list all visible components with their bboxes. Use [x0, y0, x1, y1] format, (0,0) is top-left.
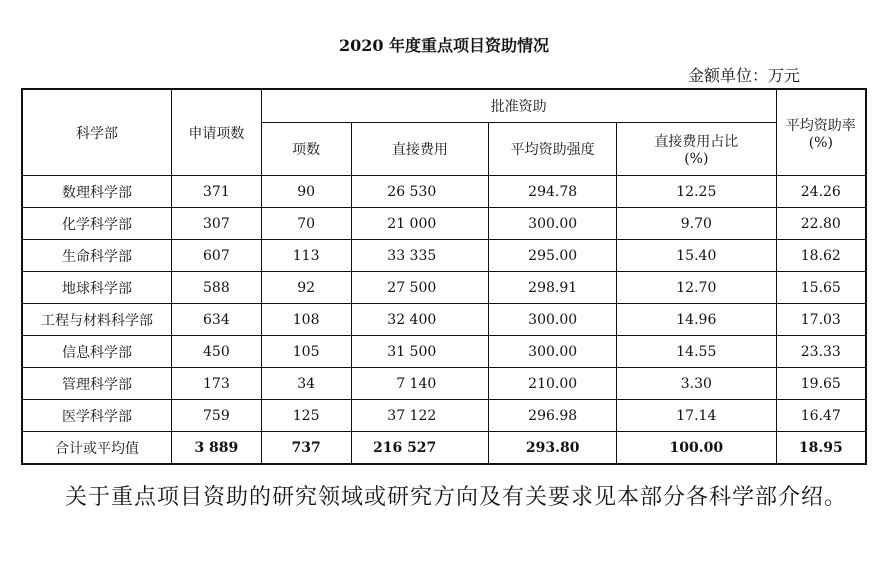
cell-applications: 371: [171, 176, 261, 208]
cell-avg-intensity: 296.98: [489, 400, 617, 432]
cell-direct-cost: 21 000: [351, 208, 489, 240]
cell-department: 信息科学部: [22, 336, 171, 368]
table-row: [22, 208, 866, 240]
cell-avg-rate: 18.62: [776, 240, 866, 272]
total-count: 737: [261, 432, 351, 465]
header-avg-rate: [776, 89, 866, 176]
table-row: [22, 176, 866, 208]
cell-avg-intensity: 298.91: [489, 272, 617, 304]
cell-department: 地球科学部: [22, 272, 171, 304]
cell-direct-ratio: 9.70: [617, 208, 777, 240]
cell-count: 92: [261, 272, 351, 304]
document-title: 2020 年度重点项目资助情况: [338, 36, 550, 55]
total-direct-ratio: 100.00: [617, 432, 777, 465]
cell-count: 105: [261, 336, 351, 368]
cell-direct-ratio: 14.96: [617, 304, 777, 336]
cell-avg-intensity: 294.78: [489, 176, 617, 208]
header-approved: 批准资助: [261, 89, 776, 123]
table-row: [22, 240, 866, 272]
cell-applications: 307: [171, 208, 261, 240]
cell-direct-cost: 27 500: [351, 272, 489, 304]
cell-count: 113: [261, 240, 351, 272]
cell-department: 数理科学部: [22, 176, 171, 208]
cell-avg-rate: 16.47: [776, 400, 866, 432]
cell-direct-cost: 37 122: [351, 400, 489, 432]
total-avg-rate: 18.95: [776, 432, 866, 465]
header-direct-ratio: [617, 123, 777, 176]
cell-direct-ratio: 12.25: [617, 176, 777, 208]
cell-avg-intensity: 300.00: [489, 304, 617, 336]
header-avg-intensity: 平均资助强度: [489, 123, 617, 176]
cell-avg-rate: 15.65: [776, 272, 866, 304]
cell-applications: 634: [171, 304, 261, 336]
cell-count: 125: [261, 400, 351, 432]
unit-label: 金额单位：万元: [688, 66, 801, 85]
table-row: [22, 400, 866, 432]
cell-applications: 759: [171, 400, 261, 432]
cell-avg-intensity: 300.00: [489, 208, 617, 240]
cell-direct-ratio: 15.40: [617, 240, 777, 272]
header-applications: 申请项数: [171, 89, 261, 176]
cell-count: 34: [261, 368, 351, 400]
total-applications: 3 889: [171, 432, 261, 465]
cell-count: 108: [261, 304, 351, 336]
cell-applications: 588: [171, 272, 261, 304]
cell-avg-rate: 23.33: [776, 336, 866, 368]
cell-avg-intensity: 300.00: [489, 336, 617, 368]
table-row: [22, 304, 866, 336]
header-department: 科学部: [22, 89, 171, 176]
cell-direct-ratio: 17.14: [617, 400, 777, 432]
cell-direct-cost: 26 530: [351, 176, 489, 208]
note-paragraph: 关于重点项目资助的研究领域或研究方向及有关要求见本部分各科学部介绍。: [65, 485, 848, 510]
cell-avg-intensity: 295.00: [489, 240, 617, 272]
funding-table: [21, 88, 867, 465]
cell-avg-rate: 22.80: [776, 208, 866, 240]
header-direct-cost: 直接费用: [351, 123, 489, 176]
cell-applications: 173: [171, 368, 261, 400]
cell-direct-cost: 33 335: [351, 240, 489, 272]
table-row: [22, 272, 866, 304]
cell-direct-cost: 32 400: [351, 304, 489, 336]
cell-count: 90: [261, 176, 351, 208]
total-direct-cost: 216 527: [351, 432, 489, 465]
header-avg-rate-line2: (%): [808, 134, 833, 151]
cell-count: 70: [261, 208, 351, 240]
cell-direct-ratio: 3.30: [617, 368, 777, 400]
cell-avg-rate: 17.03: [776, 304, 866, 336]
header-direct-ratio-line1: 直接费用占比: [654, 134, 739, 150]
total-row: [22, 432, 866, 465]
cell-avg-rate: 24.26: [776, 176, 866, 208]
cell-department: 管理科学部: [22, 368, 171, 400]
cell-department: 化学科学部: [22, 208, 171, 240]
cell-applications: 607: [171, 240, 261, 272]
table-row: [22, 368, 866, 400]
cell-department: 生命科学部: [22, 240, 171, 272]
cell-direct-ratio: 12.70: [617, 272, 777, 304]
header-avg-rate-line1: 平均资助率: [785, 117, 856, 134]
cell-direct-ratio: 14.55: [617, 336, 777, 368]
cell-direct-cost: 31 500: [351, 336, 489, 368]
total-avg-intensity: 293.80: [489, 432, 617, 465]
total-label: 合计或平均值: [22, 432, 171, 465]
cell-department: 工程与材料科学部: [22, 304, 171, 336]
table-row: [22, 336, 866, 368]
cell-department: 医学科学部: [22, 400, 171, 432]
cell-avg-intensity: 210.00: [489, 368, 617, 400]
cell-applications: 450: [171, 336, 261, 368]
header-direct-ratio-line2: (%): [684, 151, 709, 167]
cell-direct-cost: 7 140: [351, 368, 489, 400]
header-count: 项数: [261, 123, 351, 176]
cell-avg-rate: 19.65: [776, 368, 866, 400]
